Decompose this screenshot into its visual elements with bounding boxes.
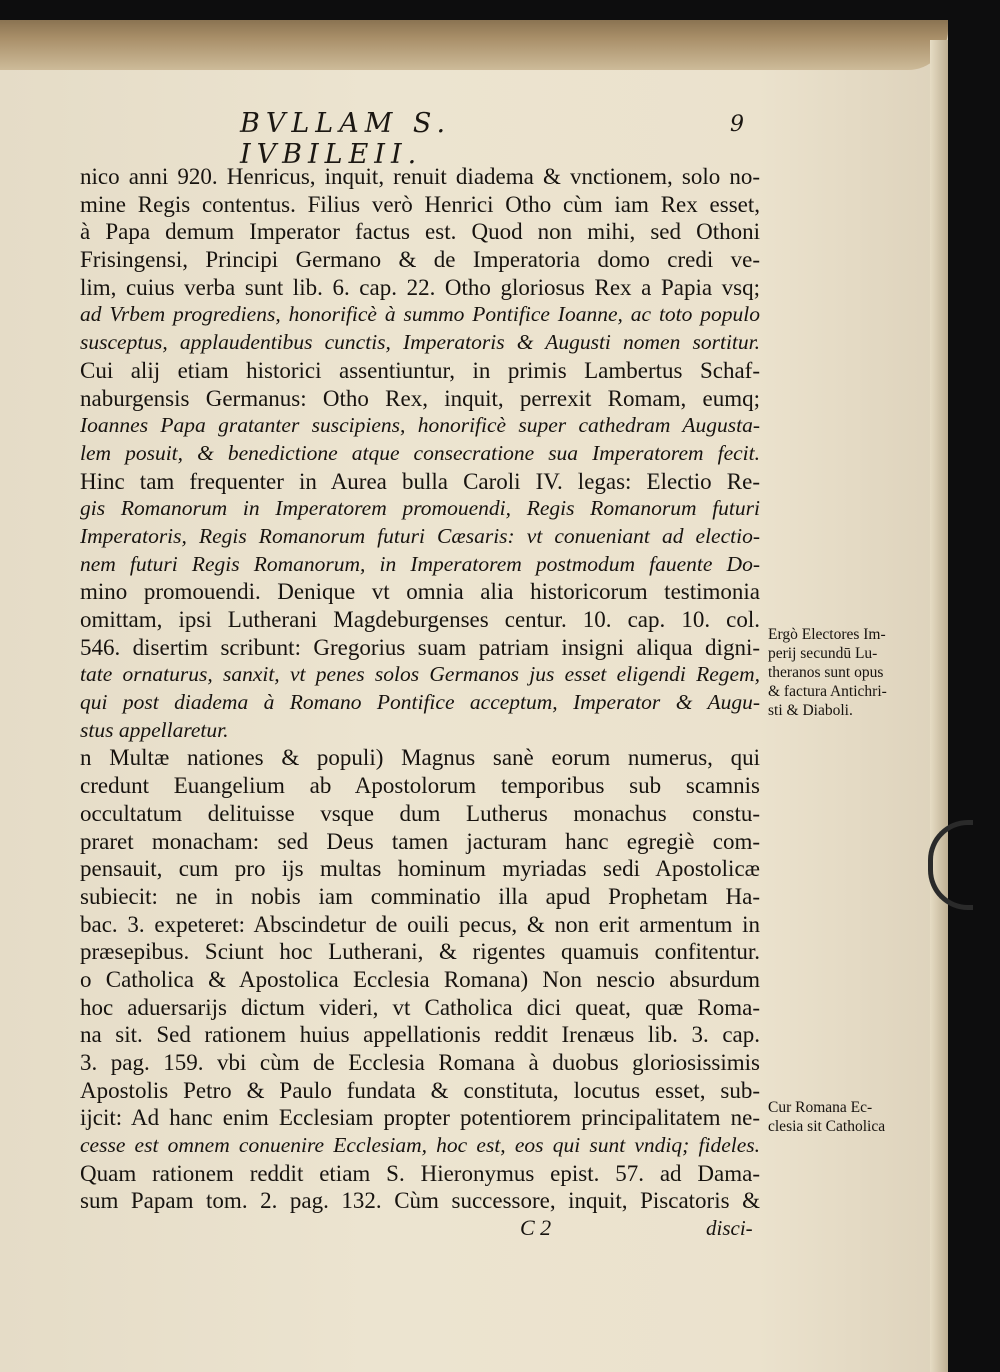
text-line: à Papa demum Imperator factus est. Quod non mihi, sed Othoni (80, 219, 760, 245)
text-line: ad Vrbem progrediens, honorificè à summo Pontifice Ioanne, ac toto populo (80, 302, 760, 327)
margin-note-line: sti & Diaboli. (768, 702, 853, 719)
folio-number: 9 (730, 112, 744, 137)
text-line: hoc aduersarijs dictum videri, vt Catholica dici queat, quæ Roma- (80, 994, 760, 1020)
text-line: susceptus, applaudentibus cunctis, Imperatoris & Augusti nomen sortitur. (80, 330, 760, 355)
text-line: naburgensis Germanus: Otho Rex, inquit, perrexit Romam, eumq; (80, 385, 760, 411)
text-line: nem futuri Regis Romanorum, in Imperatorem postmodum fauente Do- (80, 551, 760, 576)
catchword: disci- (706, 1216, 753, 1240)
text-line: o Catholica & Apostolica Ecclesia Romana) Non nescio absurdum (80, 966, 760, 992)
text-line: mino promouendi. Denique vt omnia alia historicorum testimonia (80, 579, 760, 605)
text-line: mine Regis contentus. Filius verò Henrici Otho cùm iam Rex esset, (80, 191, 760, 217)
margin-note-line: clesia sit Catholica (768, 1118, 886, 1135)
margin-note-line: Cur Romana Ec- (768, 1099, 873, 1116)
page-fore-edge (930, 40, 948, 1372)
text-line: Frisingensi, Principi Germano & de Imperatoria domo credi ve- (80, 247, 760, 273)
text-line: na sit. Sed rationem huius appellationis reddit Irenæus lib. 3. cap. (80, 1022, 760, 1048)
margin-note-line: theranos sunt opus (768, 664, 884, 681)
text-line: lem posuit, & benedictione atque consecratione sua Imperatorem fecit. (80, 440, 760, 465)
text-line: occultatum delituisse vsque dum Lutherus monachus constu- (80, 800, 760, 826)
margin-note-electores (768, 625, 887, 720)
text-line: stus appellaretur. (80, 717, 229, 742)
text-line: subiecit: ne in nobis iam comminatio illa apud Prophetam Ha- (80, 883, 760, 909)
margin-note-line: perij secundū Lu- (768, 645, 878, 662)
book-page (0, 20, 948, 1372)
text-line: qui post diadema à Romano Pontifice acceptum, Imperator & Augu- (80, 690, 760, 715)
running-head: BVLLAM S. IVBILEII. (240, 108, 452, 170)
text-line: Ioannes Papa gratanter suscipiens, honorificè super cathedram Augusta- (80, 413, 760, 438)
text-line: Apostolis Petro & Paulo fundata & constituta, locutus esset, sub- (80, 1077, 760, 1103)
margin-note-line: & factura Antichri- (768, 683, 887, 700)
text-line: cesse est omnem conuenire Ecclesiam, hoc est, eos qui sunt vndiq; fideles. (80, 1133, 760, 1158)
text-line: 3. pag. 159. vbi cùm de Ecclesia Romana à duobus gloriosissimis (80, 1050, 760, 1075)
text-line: Imperatoris, Regis Romanorum futuri Cæsaris: vt conueniant ad electio- (80, 523, 760, 548)
body-text (80, 163, 760, 1215)
text-line: tate ornaturus, sanxit, vt penes solos Germanos jus esset eligendi Regem, (80, 662, 760, 687)
text-line: gis Romanorum in Imperatorem promouendi, Regis Romanorum futuri (80, 496, 760, 521)
margin-note-line: Ergò Electores Im- (768, 626, 886, 643)
text-line: Cui alij etiam historici assentiuntur, in primis Lambertus Schaf- (80, 357, 760, 383)
text-line: omittam, ipsi Lutherani Magdeburgenses centur. 10. cap. 10. col. (80, 607, 760, 632)
text-line: lim, cuius verba sunt lib. 6. cap. 22. Otho gloriosus Rex a Papia vsq; (80, 274, 760, 300)
text-line: bac. 3. expeteret: Abscindetur de ouili pecus, & non erit armentum in (80, 911, 760, 937)
text-line: Hinc tam frequenter in Aurea bulla Caroli IV. legas: Electio Re- (80, 468, 760, 494)
text-line: ijcit: Ad hanc enim Ecclesiam propter potentiorem principalitatem ne- (80, 1105, 760, 1131)
text-line: 546. disertim scribunt: Gregorius suam patriam insigni aliqua digni- (80, 634, 760, 660)
signature-mark: C 2 (520, 1215, 552, 1240)
page-top-edge (0, 20, 948, 70)
text-line: præsepibus. Sciunt hoc Lutherani, & rigentes quamuis confitentur. (80, 939, 760, 965)
text-line: credunt Euangelium ab Apostolorum temporibus sub scamnis (80, 773, 760, 799)
text-line: pensauit, cum pro ijs multas hominum myriadas sedi Apostolicæ (80, 856, 760, 882)
text-line: n Multæ nationes & populi) Magnus sanè eorum numerus, qui (80, 745, 760, 771)
text-line: praret monacham: sed Deus tamen jacturam hanc egregiè com- (80, 828, 760, 854)
text-line: Quam rationem reddit etiam S. Hieronymus epist. 57. ad Dama- (80, 1160, 760, 1186)
text-line: sum Papam tom. 2. pag. 132. Cùm successore, inquit, Piscatoris & (80, 1188, 760, 1214)
text-line: nico anni 920. Henricus, inquit, renuit diadema & vnctionem, solo no- (80, 164, 760, 189)
margin-note-catholica (768, 1098, 885, 1136)
